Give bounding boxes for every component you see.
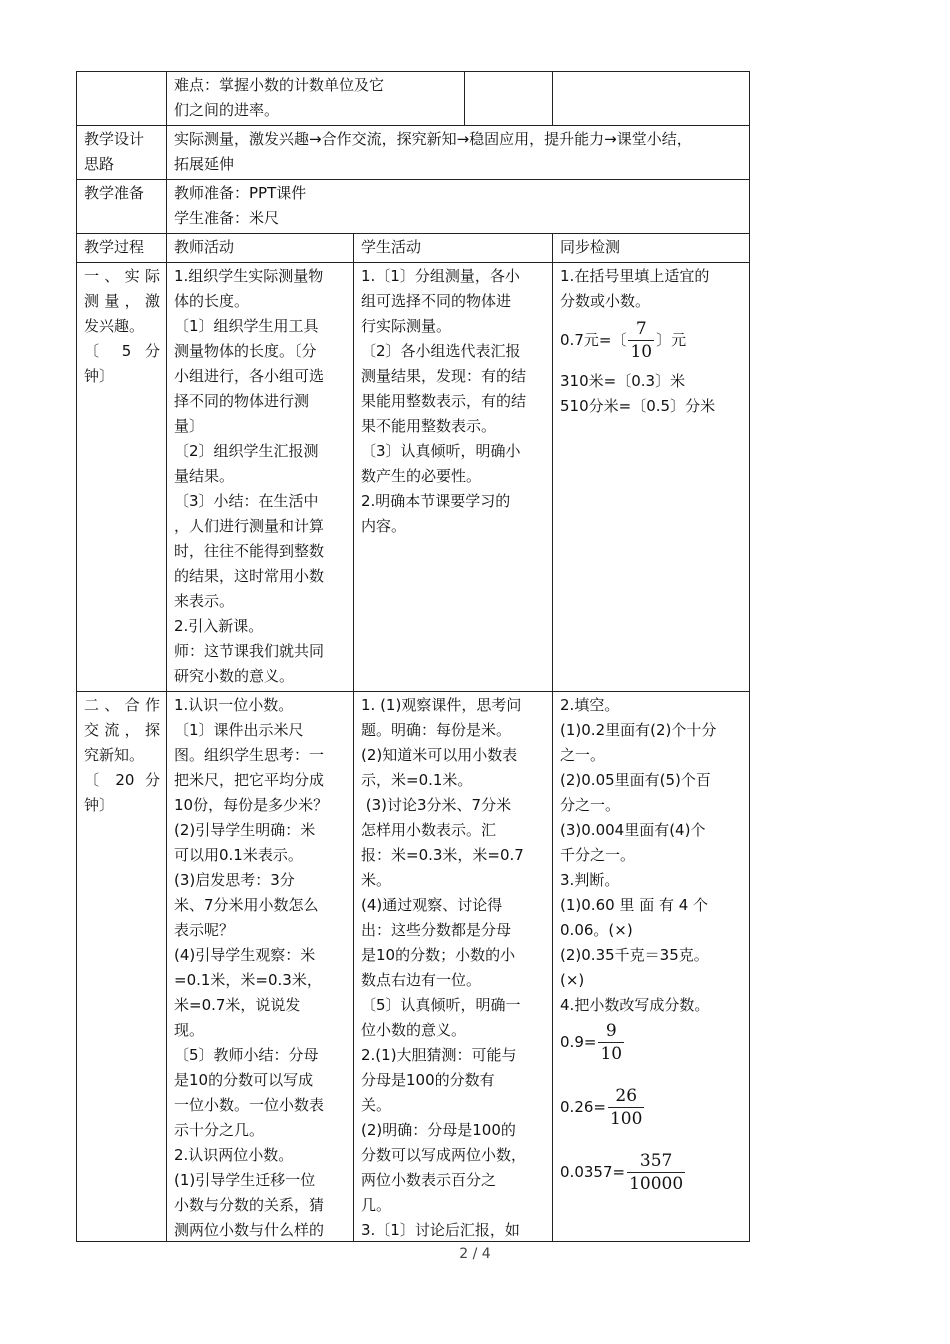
fraction-denominator: 100 xyxy=(609,1109,643,1129)
stage2-student-line: (4)通过观察、讨论得 xyxy=(361,896,503,914)
stage2-teacher-line: 米=0.7米，说说发 xyxy=(174,996,301,1014)
stage1-student-line: 2.明确本节课要学习的 xyxy=(361,492,511,510)
stage1-teacher-line: 测量物体的长度。〔分 xyxy=(174,342,317,360)
stage2-check-line: (3)0.004里面有(4)个 xyxy=(560,821,706,839)
stage2-teacher-line: (1)引导学生迁移一位 xyxy=(174,1171,316,1189)
student-prep: 学生准备：米尺 xyxy=(174,209,280,227)
stage1-student xyxy=(354,263,553,692)
stage2-teacher-line: 图。组织学生思考：一 xyxy=(174,746,325,764)
page-number: 2 / 4 xyxy=(459,1246,491,1262)
difficulty-cell xyxy=(167,72,465,126)
stage1-teacher-line: 2.引入新课。 xyxy=(174,617,264,635)
stage2-student-line: 1. (1)观察课件，思考问 xyxy=(361,696,522,714)
stage2-teacher-line: (4)引导学生观察：米 xyxy=(174,946,316,964)
stage2-student-line: 关。 xyxy=(361,1096,392,1114)
stage1-teacher-line: 择不同的物体进行测 xyxy=(174,392,310,410)
fraction-label: 0.0357= xyxy=(560,1163,626,1181)
stage2-check-line: 0.06。(×) xyxy=(560,921,633,939)
stage1-student-line: 数产生的必要性。 xyxy=(361,467,482,485)
stage2-check-line: 分之一。 xyxy=(560,796,621,814)
stage2-check-line: 千分之一。 xyxy=(560,846,636,864)
stage1-teacher-line: 时，往往不能得到整数 xyxy=(174,542,325,560)
stage2-check-line: 之一。 xyxy=(560,746,606,764)
stage2-check-line: 3.判断。 xyxy=(560,871,620,889)
prep-label: 教学准备 xyxy=(77,180,167,234)
stage2-check xyxy=(553,692,750,1242)
stage1-teacher-line: 〔2〕组织学生汇报测 xyxy=(174,442,319,460)
stage2-check-line: (2)0.05里面有(5)个百 xyxy=(560,771,711,789)
stage1-teacher-line: 小组进行，各小组可选 xyxy=(174,367,325,385)
stage2-teacher-line: 可以用0.1米表示。 xyxy=(174,846,303,864)
stage2-teacher-line: 小数与分数的关系，猜 xyxy=(174,1196,325,1214)
stage2-student-line: 怎样用小数表示。汇 xyxy=(361,821,497,839)
stage2-student-line: 2.(1)大胆猜测：可能与 xyxy=(361,1046,517,1064)
stage1-teacher-line: ，人们进行测量和计算 xyxy=(174,517,325,535)
stage1-check-line: 310米=〔0.3〕米 xyxy=(560,372,686,390)
difficulty-row xyxy=(77,72,750,126)
difficulty-line: 难点：掌握小数的计数单位及它 xyxy=(174,76,385,94)
stage1-label-line: 一、实际 xyxy=(84,267,160,285)
stage2-teacher-line: 米、7分米用小数怎么 xyxy=(174,896,319,914)
stage2-teacher-line: =0.1米，米=0.3米， xyxy=(174,971,322,989)
design-content xyxy=(167,126,750,180)
header-check: 同步检测 xyxy=(553,234,750,263)
stage2-student-line: (3)讨论3分米、7分米 xyxy=(361,796,512,814)
stage1-label xyxy=(77,263,167,692)
prep-row xyxy=(77,180,750,234)
stage1-student-line: 〔2〕各小组选代表汇报 xyxy=(361,342,521,360)
stage2-student-line: 报：米=0.3米，米=0.7 xyxy=(361,846,524,864)
design-content-line: 拓展延伸 xyxy=(174,155,235,173)
design-label xyxy=(77,126,167,180)
design-label-line: 教学设计 xyxy=(84,130,145,148)
stage2-student-line: 出：这些分数都是分母 xyxy=(361,921,512,939)
stage1-teacher-line: 〔3〕小结：在生活中 xyxy=(174,492,319,510)
stage1-teacher-line: 的结果，这时常用小数 xyxy=(174,567,325,585)
design-content-line: 实际测量，激发兴趣→合作交流，探究新知→稳固应用，提升能力→课堂小结， xyxy=(174,130,692,148)
stage2-check-line: 4.把小数改写成分数。 xyxy=(560,996,710,1014)
stage1-student-line: 行实际测量。 xyxy=(361,317,452,335)
stage2-student-line: 位小数的意义。 xyxy=(361,1021,467,1039)
stage2-student-content xyxy=(361,693,546,1239)
design-row xyxy=(77,126,750,180)
stage2-student-line: 分母是100的分数有 xyxy=(361,1071,495,1089)
stage2-check-line: 2.填空。 xyxy=(560,696,620,714)
stage1-teacher-line: 量〕 xyxy=(174,417,205,435)
stage1-student-line: 果能用整数表示，有的结 xyxy=(361,392,527,410)
fraction-label: 0.26= xyxy=(560,1098,606,1116)
stage1-check-line: 分数或小数。 xyxy=(560,292,651,310)
stage1-check-line: 1.在括号里填上适宜的 xyxy=(560,267,710,285)
fraction-numerator: 9 xyxy=(598,1020,624,1043)
fraction-denominator: 10000 xyxy=(629,1174,684,1194)
stage2-teacher-line: 把米尺，把它平均分成 xyxy=(174,771,325,789)
stage2-check-line: (1)0.60 里 面 有 4 个 xyxy=(560,896,709,914)
fraction-line xyxy=(560,1020,743,1065)
stage2-teacher-line: 〔1〕课件出示米尺 xyxy=(174,721,304,739)
fraction-denominator: 10 xyxy=(630,342,653,362)
stage1-student-line: 〔3〕认真倾听，明确小 xyxy=(361,442,521,460)
row0-cell-3 xyxy=(553,72,750,126)
stage2-label xyxy=(77,692,167,1242)
lesson-plan-table xyxy=(76,71,750,1242)
stage2-teacher-line: 示十分之几。 xyxy=(174,1121,265,1139)
stage1-label-line: 〔 5 分 xyxy=(84,342,160,360)
stage2-label-line: 究新知。 xyxy=(84,746,145,764)
fraction-line xyxy=(560,318,743,363)
stage2-teacher-line: 1.认识一位小数。 xyxy=(174,696,294,714)
fraction xyxy=(598,1020,624,1065)
stage1-student-line: 内容。 xyxy=(361,517,407,535)
fraction xyxy=(627,1150,685,1195)
stage1-teacher xyxy=(167,263,354,692)
fraction-denominator: 10 xyxy=(600,1044,623,1064)
stage2-teacher-line: (3)启发思考：3分 xyxy=(174,871,295,889)
stage1-teacher-line: 1.组织学生实际测量物 xyxy=(174,267,324,285)
stage2-label-line: 钟〕 xyxy=(84,796,115,814)
stage1-check-line: 510分米=〔0.5〕分米 xyxy=(560,397,716,415)
fraction-numerator: 357 xyxy=(627,1150,685,1173)
fraction-prefix: 0.7元=〔 xyxy=(560,331,627,349)
prep-content xyxy=(167,180,750,234)
stage2-teacher-line: (2)引导学生明确：米 xyxy=(174,821,316,839)
stage1-teacher-line: 研究小数的意义。 xyxy=(174,667,295,685)
stage2-label-line: 交流，探 xyxy=(84,721,160,739)
stage1-check xyxy=(553,263,750,692)
stage1-teacher-line: 量结果。 xyxy=(174,467,235,485)
stage1-student-line: 1.〔1〕分组测量，各小 xyxy=(361,267,520,285)
stage1-label-line: 钟〕 xyxy=(84,367,115,385)
stage2-student-line: 两位小数表示百分之 xyxy=(361,1171,497,1189)
stage2-teacher-line: 现。 xyxy=(174,1021,205,1039)
row0-label-cell xyxy=(77,72,167,126)
fraction-line xyxy=(560,1085,743,1130)
stage1-teacher-line: 师：这节课我们就共同 xyxy=(174,642,325,660)
stage2-student-line: (2)知道米可以用小数表 xyxy=(361,746,518,764)
stage2-check-line: (×) xyxy=(560,971,585,989)
stage2-teacher-line: 表示呢？ xyxy=(174,921,235,939)
stage2-student-line: (2)明确：分母是100的 xyxy=(361,1121,516,1139)
stage2-student-line: 米。 xyxy=(361,871,392,889)
fraction-numerator: 26 xyxy=(608,1085,644,1108)
stage2-student-line: 示，米=0.1米。 xyxy=(361,771,473,789)
row0-cell-2 xyxy=(465,72,553,126)
fraction-line xyxy=(560,1150,743,1195)
stage2-teacher-line: 一位小数。一位小数表 xyxy=(174,1096,325,1114)
fraction-suffix: 〕元 xyxy=(656,331,687,349)
header-teacher: 教师活动 xyxy=(167,234,354,263)
design-label-line: 思路 xyxy=(84,155,115,173)
stage2-check-line: (2)0.35千克＝35克。 xyxy=(560,946,709,964)
stage2-teacher xyxy=(167,692,354,1242)
stage1-label-line: 测量，激 xyxy=(84,292,160,310)
header-row xyxy=(77,234,750,263)
stage1-student-line: 测量结果，发现：有的结 xyxy=(361,367,527,385)
difficulty-line: 们之间的进率。 xyxy=(174,101,280,119)
stage2-student-line: 是10的分数；小数的小 xyxy=(361,946,516,964)
fraction xyxy=(608,1085,644,1130)
stage2-student xyxy=(354,692,553,1242)
stage1-teacher-line: 体的长度。 xyxy=(174,292,250,310)
stage1-student-line: 果不能用整数表示。 xyxy=(361,417,497,435)
stage1-label-line: 发兴趣。 xyxy=(84,317,145,335)
stage2-student-line: 几。 xyxy=(361,1196,392,1214)
stage2-student-line: 数点右边有一位。 xyxy=(361,971,482,989)
stage1-row xyxy=(77,263,750,692)
stage2-check-content xyxy=(560,693,743,1195)
stage1-teacher-line: 来表示。 xyxy=(174,592,235,610)
stage1-student-line: 组可选择不同的物体进 xyxy=(361,292,512,310)
stage2-student-line: 题。明确：每份是米。 xyxy=(361,721,512,739)
fraction xyxy=(628,318,654,363)
stage2-label-line: 〔 20 分 xyxy=(84,771,160,789)
stage2-label-line: 二、合作 xyxy=(84,696,160,714)
header-student: 学生活动 xyxy=(354,234,553,263)
stage2-teacher-line: 是10的分数可以写成 xyxy=(174,1071,314,1089)
stage2-teacher-line: 〔5〕教师小结：分母 xyxy=(174,1046,319,1064)
stage2-teacher-line: 测两位小数与什么样的 xyxy=(174,1221,325,1239)
stage2-student-line: 〔5〕认真倾听，明确一 xyxy=(361,996,521,1014)
header-process: 教学过程 xyxy=(77,234,167,263)
stage2-teacher-content xyxy=(174,693,347,1239)
stage1-teacher-line: 〔1〕组织学生用工具 xyxy=(174,317,319,335)
stage2-student-line: 3.〔1〕讨论后汇报，如 xyxy=(361,1221,520,1239)
stage2-teacher-line: 2.认识两位小数。 xyxy=(174,1146,294,1164)
teacher-prep: 教师准备：PPT课件 xyxy=(174,184,307,202)
stage2-check-line: (1)0.2里面有(2)个十分 xyxy=(560,721,717,739)
fraction-label: 0.9= xyxy=(560,1033,597,1051)
stage2-student-line: 分数可以写成两位小数， xyxy=(361,1146,527,1164)
stage2-teacher-line: 10份，每份是多少米？ xyxy=(174,796,329,814)
fraction-numerator: 7 xyxy=(628,318,654,341)
stage2-row xyxy=(77,692,750,1242)
